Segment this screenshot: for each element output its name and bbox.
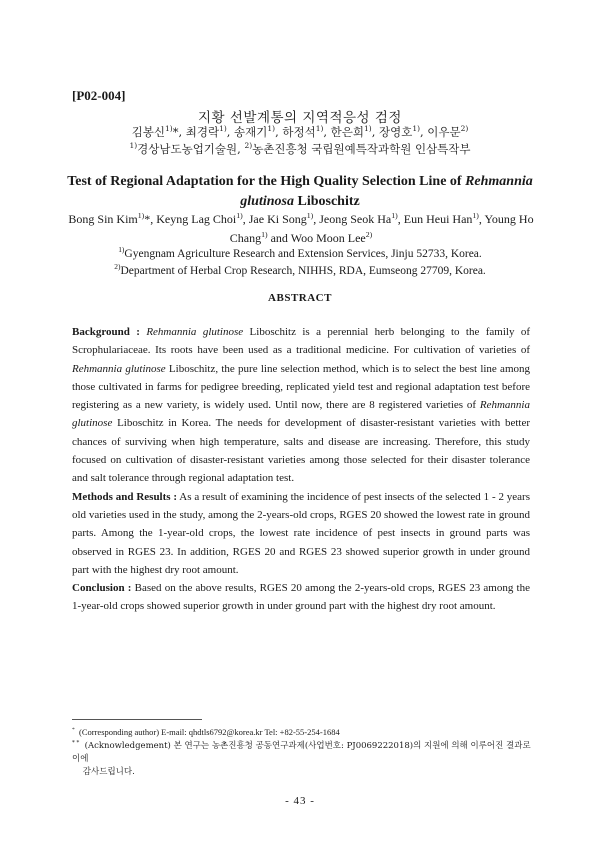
corresponding-footnote: * (Corresponding author) E-mail: qhdtls6792@korea.kr Tel: +82-55-254-1684 bbox=[72, 727, 340, 737]
english-affiliation-1: $^{1)}$Gyengnam Agriculture Research and Extension Services, Jinju 52733, Korea. bbox=[118, 245, 482, 260]
background-text: Rehmannia glutinose Liboschitz is a perennial herb belonging to the family of Scrophulariaceae. Its roots have been used as a traditional medicine. For cultivation of varieties of Rehmannia glutinose Liboschitz, the pure line selection method, which is to select the best line among those cultivated in farms for pedigree breeding, replicated yield test and regional adaptation test before registering as a new variety, is widely used. Until now, there are 8 registered varieties of Rehmannia glutinose Liboschitz in Korea. The needs for development of disaster-resistant varieties with better chances of surviving when high temperature, salts and disease are increasing. Therefore, this study focused on cultivation of disaster-resistant varieties among those selected for their disaster tolerance and salt tolerance through regional adaptation test. bbox=[72, 326, 531, 485]
conclusion-paragraph bbox=[72, 579, 530, 616]
footnote-divider bbox=[72, 719, 202, 720]
korean-title: 지황 선발계통의 지역적응성 검정 bbox=[198, 110, 402, 126]
english-affiliation-2: $^{2)}$Department of Herbal Crop Research, NIHHS, RDA, Eumseong 27709, Korea. bbox=[114, 262, 486, 277]
abstract-heading: ABSTRACT bbox=[268, 292, 332, 304]
acknowledgement-footnote: * * (Acknowledgement) 본 연구는 농촌진흥청 공동연구과제(사업번호: PJ0069222018)의 지원에 의해 이루어진 결과로 이에 감사드립니다. bbox=[72, 740, 531, 777]
methods-text: As a result of examining the incidence of pest insects of the selected 1 - 2 years old varieties used in the study, among the 2-years-old crops, RGES 20 showed the lowest rate in ground parts. Among the 1-year-old crops, the lowest rate incidence of pest insects in ground parts was observed in RGES 23. In addition, RGES 20 and RGES 23 showed superior growth in under ground part with the highest dry root amount. bbox=[72, 490, 530, 576]
conclusion-label: Conclusion : bbox=[72, 582, 132, 595]
conclusion-text: Based on the above results, RGES 20 among the 2-years-old crops, RGES 23 among the 1-year-old crops showed superior growth in under ground part with the highest dry root amount. bbox=[72, 582, 530, 613]
methods-label: Methods and Results : bbox=[72, 490, 178, 503]
background-label: Background : bbox=[72, 326, 140, 338]
korean-authors: 김봉신$^{1)}$*, 최경락$^{1)}$, 송재기$^{1)}$, 하정석$^{1)}$, 한은희$^{1)}$, 장영호$^{1)}$, 이우문$^{2)}$ bbox=[131, 124, 469, 139]
korean-affiliations: $^{1)}$경상남도농업기술원, $^{2)}$농촌진흥청 국립원예특작과학원 인삼특작부 bbox=[129, 141, 471, 156]
methods-paragraph bbox=[72, 488, 530, 579]
abstract-body bbox=[72, 323, 530, 616]
page-number: - 43 - bbox=[285, 795, 315, 807]
english-title: Test of Regional Adaptation for the High Quality Selection Line of Rehmannia glutinosa Liboschitz bbox=[67, 174, 533, 209]
english-authors: Bong Sin Kim$^{1)}$*, Keyng Lag Choi$^{1)}$, Jae Ki Song$^{1)}$, Jeong Seok Ha$^{1)}$, Eun Heui Han$^{1)}$, Young Ho Chang$^{1)}$ and Woo Moon Lee$^{2)}$ bbox=[68, 211, 534, 245]
abstract-code: [P02-004] bbox=[72, 88, 126, 103]
background-paragraph bbox=[72, 323, 530, 488]
